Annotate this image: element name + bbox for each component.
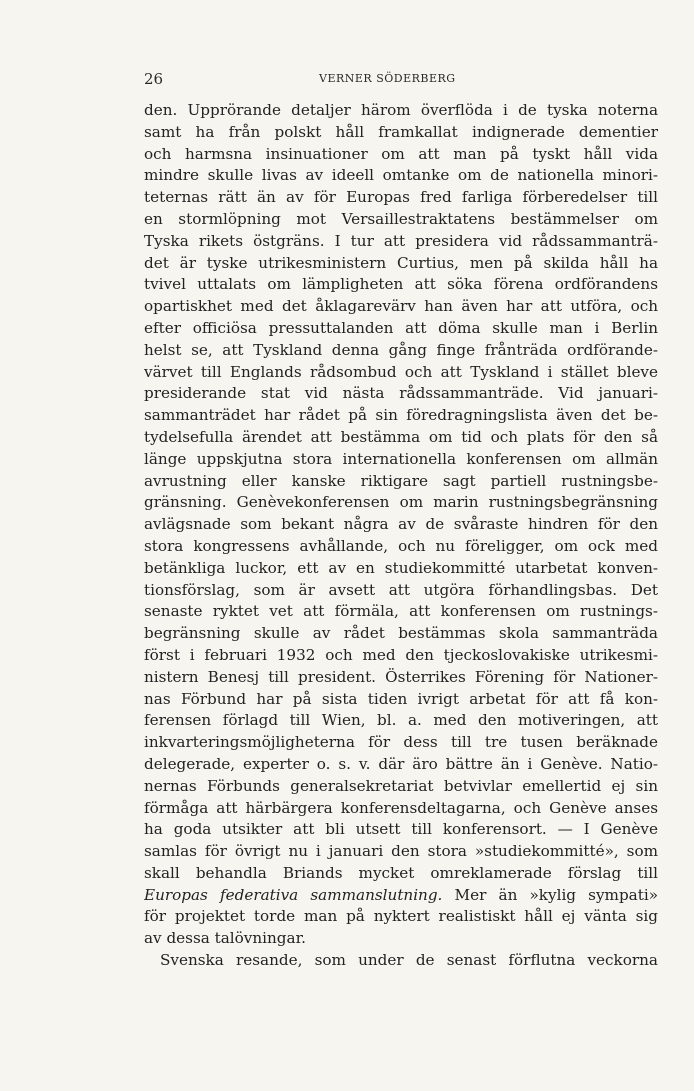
text-line: opartiskhet med det åklagarevärv han även har att utföra, och xyxy=(144,297,658,316)
text-line: begränsning skulle av rådet bestämmas skola sammanträda xyxy=(144,624,658,643)
text-line: tydelsefulla ärendet att bestämma om tid och plats för den så xyxy=(144,427,658,446)
text-line-italic xyxy=(144,885,658,907)
text-line: senaste ryktet vet att förmäla, att konferensen om rustnings- xyxy=(144,602,658,621)
text-line: avlägsnade som bekant några av de svåraste hindren för den xyxy=(144,515,658,534)
paragraph-start-line: Svenska resande, som under de senast förflutna veckorna xyxy=(160,951,658,970)
text-line: sammanträdet har rådet på sin föredragningslista även det be- xyxy=(144,406,658,425)
text-line: mindre skulle livas av ideell omtanke om de nationella minori- xyxy=(144,166,658,185)
running-head: VERNER SÖDERBERG xyxy=(319,72,456,85)
text-line: stora kongressens avhållande, och nu föreligger, om ock med xyxy=(144,536,658,555)
text-line: nernas Förbunds generalsekretariat betvivlar emellertid ej sin xyxy=(144,776,658,795)
text-line: samlas för övrigt nu i januari den stora »studiekommitté», som xyxy=(144,842,658,861)
page-number: 26 xyxy=(144,70,164,88)
body-text xyxy=(144,100,658,972)
text-line: skall behandla Briands mycket omreklamerade förslag till xyxy=(144,863,658,882)
text-line: det är tyske utrikesministern Curtius, men på skilda håll ha xyxy=(144,253,658,272)
text-line: samt ha från polskt håll framkallat indignerade dementier xyxy=(144,122,658,141)
text-line: inkvarteringsmöjligheterna för dess till tre tusen beräknade xyxy=(144,733,658,752)
text-line: först i februari 1932 och med den tjeckoslovakiske utrikesmi- xyxy=(144,645,658,664)
text-line: nistern Benesj till president. Österrikes Förening för Nationer- xyxy=(144,667,658,686)
text-line: delegerade, experter o. s. v. där äro bättre än i Genève. Natio- xyxy=(144,754,658,773)
text-line: en stormlöpning mot Versaillestraktatens bestämmelser om xyxy=(144,209,658,228)
italic-title: Europas federativa sammanslutning. xyxy=(144,885,443,904)
text-line: helst se, att Tyskland denna gång finge frånträda ordförande- xyxy=(144,340,658,359)
text-line: värvet till Englands rådsombud och att Tyskland i stället bleve xyxy=(144,362,658,381)
text-line: presiderande stat vid nästa rådssammanträde. Vid januari- xyxy=(144,384,658,403)
text-line: den. Upprörande detaljer härom överflöda i de tyska noterna xyxy=(144,101,658,119)
text-line: av dessa talövningar. xyxy=(144,929,306,948)
line-rest: Mer än »kylig sympati» xyxy=(442,885,658,904)
page-header xyxy=(144,70,658,90)
text-line: avrustning eller kanske riktigare sagt partiell rustningsbe- xyxy=(144,471,658,490)
text-line: efter officiösa pressuttalanden att döma skulle man i Berlin xyxy=(144,318,658,337)
text-line: ha goda utsikter att bli utsett till konferensort. — I Genève xyxy=(144,820,658,839)
text-line: tvivel uttalats om lämpligheten att söka förena ordförandens xyxy=(144,275,658,294)
text-line: för projektet torde man på nyktert realistiskt håll ej vänta sig xyxy=(144,907,658,926)
text-line: och harmsna insinuationer om att man på tyskt håll vida xyxy=(144,144,658,163)
text-line: betänkliga luckor, ett av en studiekommitté utarbetat konven- xyxy=(144,558,658,577)
text-line: förmåga att härbärgera konferensdeltagarna, och Genève anses xyxy=(144,798,658,817)
text-line: länge uppskjutna stora internationella konferensen om allmän xyxy=(144,449,658,468)
text-line: gränsning. Genèvekonferensen om marin rustningsbegränsning xyxy=(144,493,658,512)
text-line: ferensen förlagd till Wien, bl. a. med den motiveringen, att xyxy=(144,711,658,730)
text-line: tionsförslag, som är avsett att utgöra förhandlingsbas. Det xyxy=(144,580,658,599)
text-line: Tyska rikets östgräns. I tur att presidera vid rådssammanträ- xyxy=(144,231,658,250)
text-line: nas Förbund har på sista tiden ivrigt arbetat för att få kon- xyxy=(144,689,658,708)
text-line: teternas rätt än av för Europas fred farliga förberedelser till xyxy=(144,188,658,207)
